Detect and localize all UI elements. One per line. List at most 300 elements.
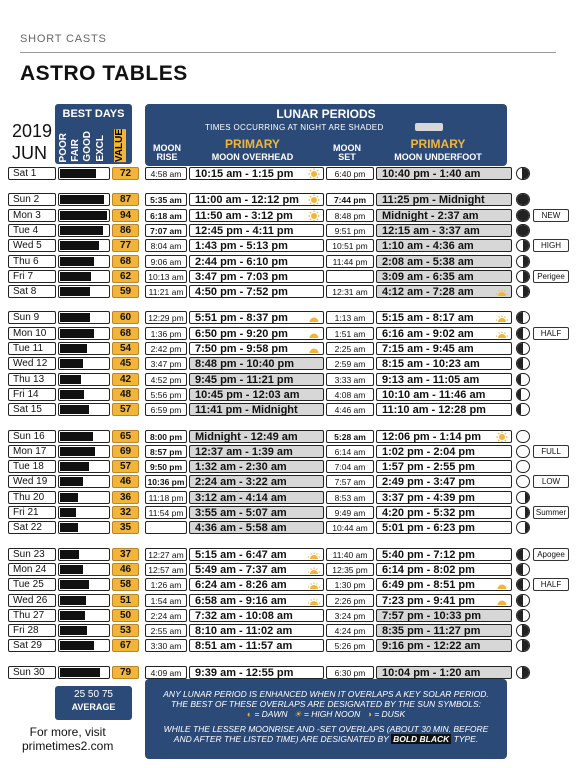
moonset-cell: 9:49 am <box>326 506 374 519</box>
dusk-icon <box>308 312 320 324</box>
overhead-time: 8:10 am - 11:02 am <box>195 625 293 638</box>
legend-bold-black: BOLD BLACK <box>393 734 450 744</box>
phase-label: NEW <box>533 209 569 222</box>
overhead-cell <box>189 563 324 576</box>
day-cell: Tue 11 <box>8 342 56 355</box>
overhead-time: 11:50 am - 3:12 pm <box>195 209 293 222</box>
table-row <box>8 506 568 520</box>
rating-bar-fill <box>60 169 96 178</box>
value-cell: 67 <box>112 639 139 652</box>
value-cell: 68 <box>112 327 139 340</box>
overhead-time: 11:00 am - 12:12 pm <box>195 194 299 207</box>
overhead-time: 10:45 pm - 12:03 am <box>195 388 300 401</box>
rating-bar <box>58 239 110 252</box>
overhead-cell <box>189 639 324 652</box>
dusk-icon <box>496 579 508 591</box>
underfoot-time: 5:15 am - 8:17 am <box>382 312 474 325</box>
moon-phase-icon <box>516 342 530 355</box>
underfoot-cell <box>376 578 512 591</box>
moonset-cell: 4:24 pm <box>326 624 374 637</box>
day-cell: Fri 28 <box>8 624 56 637</box>
rating-bar-fill <box>60 313 90 322</box>
legend-line1: ANY LUNAR PERIOD IS ENHANCED WHEN IT OVERLAPS A KEY SOLAR PERIOD. <box>163 689 489 699</box>
day-cell: Sun 9 <box>8 311 56 324</box>
moon-phase-icon <box>516 403 530 416</box>
moonset-cell: 12:35 pm <box>326 563 374 576</box>
overhead-cell <box>189 594 324 607</box>
rating-bar <box>58 342 110 355</box>
moonset-cell: 3:24 pm <box>326 609 374 622</box>
underfoot-cell <box>376 445 512 458</box>
day-cell: Sun 23 <box>8 548 56 561</box>
overhead-cell <box>189 167 324 180</box>
rating-bar-fill <box>60 359 83 368</box>
value-cell: 57 <box>112 403 139 416</box>
rating-bar-fill <box>60 477 83 486</box>
underfoot-cell <box>376 506 512 519</box>
lunar-title: LUNAR PERIODS <box>276 107 376 121</box>
table-row <box>8 639 568 653</box>
moonset-cell: 7:57 am <box>326 475 374 488</box>
noon-icon <box>308 210 320 222</box>
moon-phase-icon <box>516 209 530 222</box>
moon-phase-icon <box>516 167 530 180</box>
underfoot-time: 12:06 pm - 1:14 pm <box>382 430 482 443</box>
underfoot-cell <box>376 609 512 622</box>
moonset-cell: 3:33 am <box>326 373 374 386</box>
col-underfoot: MOON UNDERFOOT <box>394 152 482 162</box>
moon-phase-icon <box>516 285 530 298</box>
overhead-time: 6:58 am - 9:16 am <box>195 594 287 607</box>
rating-bar-fill <box>60 508 76 517</box>
moonset-cell: 11:44 pm <box>326 255 374 268</box>
rating-bar <box>58 209 110 222</box>
underfoot-cell <box>376 255 512 268</box>
moonrise-cell: 11:21 am <box>145 285 187 298</box>
value-cell: 77 <box>112 239 139 252</box>
overhead-time: 1:32 am - 2:30 am <box>195 461 287 474</box>
moonset-cell: 6:30 pm <box>326 666 374 679</box>
moonset-cell: 5:28 am <box>326 430 374 443</box>
legend-line2: THE BEST OF THESE OVERLAPS ARE DESIGNATED BY THE SUN SYMBOLS: <box>170 699 481 709</box>
moonset-cell: 7:04 am <box>326 460 374 473</box>
day-cell: Tue 4 <box>8 224 56 237</box>
day-cell: Wed 12 <box>8 357 56 370</box>
moonset-cell: 2:26 pm <box>326 594 374 607</box>
underfoot-cell <box>376 285 512 298</box>
moonrise-cell: 1:36 pm <box>145 327 187 340</box>
average-legend <box>55 686 132 720</box>
underfoot-time: 11:25 pm - Midnight <box>382 194 485 207</box>
value-cell: 69 <box>112 445 139 458</box>
rating-bar-fill <box>60 596 86 605</box>
moonset-cell: 2:25 am <box>326 342 374 355</box>
underfoot-cell <box>376 403 512 416</box>
rating-bar-fill <box>60 462 89 471</box>
underfoot-time: 6:14 pm - 8:02 pm <box>382 563 475 576</box>
day-cell: Sun 2 <box>8 193 56 206</box>
rating-bar <box>58 521 110 534</box>
rating-bar <box>58 270 110 283</box>
overhead-cell <box>189 255 324 268</box>
underfoot-cell <box>376 311 512 324</box>
table-row <box>8 270 568 284</box>
value-cell: 79 <box>112 666 139 679</box>
rating-bar <box>58 311 110 324</box>
value-cell: 68 <box>112 255 139 268</box>
col-overhead: MOON OVERHEAD <box>211 152 294 162</box>
rating-bar <box>58 491 110 504</box>
moonset-cell: 10:51 pm <box>326 239 374 252</box>
rating-bar <box>58 460 110 473</box>
overhead-time: 7:50 pm - 9:58 pm <box>195 343 288 355</box>
dawn-icon <box>496 312 508 324</box>
moonset-cell: 6:40 pm <box>326 167 374 180</box>
phase-label: Summer <box>533 506 569 519</box>
moon-phase-icon <box>516 430 530 443</box>
underfoot-cell <box>376 475 512 488</box>
day-cell: Fri 14 <box>8 388 56 401</box>
table-row <box>8 403 568 417</box>
overhead-cell <box>189 388 324 401</box>
legend-line4: WHILE THE LESSER MOONRISE AND -SET OVERLAPS (ABOUT 30 MIN. BEFORE <box>163 724 489 734</box>
col-moonrise: MOON RISE <box>153 143 181 162</box>
rating-bar <box>58 624 110 637</box>
phase-label: Perigee <box>533 270 569 283</box>
underfoot-time: 4:20 pm - 5:32 pm <box>382 507 475 519</box>
moonrise-cell: 6:59 pm <box>145 403 187 416</box>
underfoot-time: Midnight - 2:37 am <box>382 209 479 222</box>
overhead-cell <box>189 270 324 283</box>
table-row <box>8 594 568 608</box>
rating-bar-fill <box>60 241 99 250</box>
moonset-cell: 1:13 am <box>326 311 374 324</box>
table-row <box>8 357 568 371</box>
rating-bar <box>58 388 110 401</box>
rating-bar <box>58 609 110 622</box>
value-cell: 48 <box>112 388 139 401</box>
value-cell: 54 <box>112 342 139 355</box>
overhead-cell <box>189 209 324 222</box>
rating-bar-fill <box>60 626 87 635</box>
overhead-time: 12:37 am - 1:39 am <box>195 445 293 458</box>
underfoot-cell <box>376 327 512 340</box>
overhead-cell <box>189 342 324 355</box>
value-cell: 57 <box>112 460 139 473</box>
moonrise-cell: 1:54 am <box>145 594 187 607</box>
table-row <box>8 167 568 181</box>
table-row <box>8 430 568 444</box>
rating-bar-fill <box>60 405 89 414</box>
moonset-cell: 8:53 am <box>326 491 374 504</box>
rating-bar-fill <box>60 226 103 235</box>
underfoot-time: 7:23 pm - 9:41 pm <box>382 594 475 607</box>
value-cell: 72 <box>112 167 139 180</box>
overhead-cell <box>189 239 324 252</box>
year: 2019 <box>12 121 53 141</box>
rating-bar <box>58 639 110 652</box>
dawn-icon <box>496 286 508 298</box>
day-cell: Sun 16 <box>8 430 56 443</box>
underfoot-time: 3:37 pm - 4:39 pm <box>382 491 475 504</box>
lunar-periods-header <box>145 104 507 166</box>
footer-website-link[interactable]: primetimes2.com <box>22 739 114 753</box>
underfoot-time: 6:49 pm - 8:51 pm <box>382 579 475 592</box>
scale-excl: EXCL <box>95 135 106 162</box>
rating-bar-fill <box>60 550 79 559</box>
overhead-cell <box>189 357 324 370</box>
overhead-cell <box>189 193 324 206</box>
underfoot-cell <box>376 624 512 637</box>
dusk-icon <box>308 343 320 355</box>
footer-line1: For more, visit <box>29 725 106 739</box>
dawn-icon <box>308 564 320 576</box>
value-cell: 94 <box>112 209 139 222</box>
moonrise-cell: 5:35 am <box>145 193 187 206</box>
rating-bar <box>58 327 110 340</box>
overhead-time: Midnight - 12:49 am <box>195 430 298 443</box>
rating-bar-fill <box>60 287 90 296</box>
overhead-cell <box>189 624 324 637</box>
overhead-cell <box>189 285 324 298</box>
moon-phase-icon <box>516 506 530 519</box>
moonrise-cell: 3:30 am <box>145 639 187 652</box>
moonset-cell: 6:14 am <box>326 445 374 458</box>
overhead-time: 3:55 am - 5:07 am <box>195 507 287 519</box>
rating-bar-fill <box>60 272 91 281</box>
moon-phase-icon <box>516 224 530 237</box>
underfoot-time: 9:16 pm - 12:22 am <box>382 640 481 653</box>
moon-phase-icon <box>516 578 530 591</box>
rating-bar-fill <box>60 668 100 677</box>
value-cell: 86 <box>112 224 139 237</box>
underfoot-cell <box>376 193 512 206</box>
underfoot-time: 1:57 pm - 2:55 pm <box>382 461 475 474</box>
day-cell: Fri 7 <box>8 270 56 283</box>
overhead-time: 7:32 am - 10:08 am <box>195 609 293 622</box>
overhead-time: 3:12 am - 4:14 am <box>195 491 287 504</box>
phase-label: HALF <box>533 578 569 591</box>
overhead-time: 2:24 am - 3:22 am <box>195 476 287 489</box>
rating-bar <box>58 403 110 416</box>
night-shade-swatch <box>415 123 443 131</box>
overhead-cell <box>189 430 324 443</box>
underfoot-cell <box>376 224 512 237</box>
overhead-cell <box>189 548 324 561</box>
noon-icon <box>308 194 320 206</box>
moonset-cell: 10:44 am <box>326 521 374 534</box>
underfoot-time: 9:13 am - 11:05 am <box>382 373 480 386</box>
table-row <box>8 255 568 269</box>
moon-phase-icon <box>516 639 530 652</box>
moon-phase-icon <box>516 624 530 637</box>
value-cell: 60 <box>112 311 139 324</box>
rating-bar <box>58 445 110 458</box>
moonrise-cell: 12:57 am <box>145 563 187 576</box>
underfoot-cell <box>376 239 512 252</box>
moon-phase-icon <box>516 548 530 561</box>
moonset-cell: 1:30 pm <box>326 578 374 591</box>
rating-bar-fill <box>60 257 94 266</box>
underfoot-time: 7:57 pm - 10:33 pm <box>382 609 482 622</box>
moonrise-cell: 12:29 pm <box>145 311 187 324</box>
table-row <box>8 563 568 577</box>
noon-icon <box>496 431 508 443</box>
legend-line5a: AND AFTER THE LISTED TIME) ARE DESIGNATED BY <box>173 734 389 744</box>
rating-bar <box>58 357 110 370</box>
noon-icon: ☀ <box>293 709 302 719</box>
average-scale: 25 50 75 <box>74 689 113 700</box>
underfoot-time: 12:15 am - 3:37 am <box>382 224 480 237</box>
table-row <box>8 445 568 459</box>
underfoot-time: 1:10 am - 4:36 am <box>382 240 474 253</box>
day-cell: Sun 30 <box>8 666 56 679</box>
average-label: AVERAGE <box>71 702 116 712</box>
day-cell: Sat 8 <box>8 285 56 298</box>
moon-phase-icon <box>516 270 530 283</box>
table-row <box>8 311 568 325</box>
dawn-icon <box>308 549 320 561</box>
overhead-cell <box>189 460 324 473</box>
dawn-icon <box>308 579 320 591</box>
underfoot-time: 7:15 am - 9:45 am <box>382 343 474 355</box>
moon-phase-icon <box>516 239 530 252</box>
moonrise-cell <box>145 521 187 534</box>
table-row <box>8 521 568 535</box>
moonrise-cell: 7:07 am <box>145 224 187 237</box>
legend-noon: = HIGH NOON <box>303 709 361 719</box>
overhead-cell <box>189 224 324 237</box>
moon-phase-icon <box>516 609 530 622</box>
underfoot-time: 3:09 am - 6:35 am <box>382 270 474 283</box>
rating-bar <box>58 666 110 679</box>
moonset-cell: 12:31 am <box>326 285 374 298</box>
day-cell: Sat 29 <box>8 639 56 652</box>
dusk-icon: ◑ <box>366 709 372 719</box>
overhead-time: 6:50 pm - 9:20 pm <box>195 327 288 340</box>
moonset-cell: 2:59 am <box>326 357 374 370</box>
moonrise-cell: 3:47 pm <box>145 357 187 370</box>
rating-bar <box>58 193 110 206</box>
rating-bar-fill <box>60 432 93 441</box>
rating-bar-fill <box>60 390 84 399</box>
overhead-time: 10:15 am - 1:15 pm <box>195 168 294 180</box>
legend-dawn: = DAWN <box>254 709 288 719</box>
kicker: SHORT CASTS <box>20 33 107 45</box>
overhead-cell <box>189 311 324 324</box>
moonrise-cell: 5:56 pm <box>145 388 187 401</box>
moon-phase-icon <box>516 193 530 206</box>
moon-phase-icon <box>516 563 530 576</box>
table-row <box>8 666 568 680</box>
rating-bar-fill <box>60 493 78 502</box>
legend-dusk: = DUSK <box>374 709 406 719</box>
underfoot-time: 8:35 pm - 11:27 pm <box>382 625 481 638</box>
day-cell: Tue 25 <box>8 578 56 591</box>
moonrise-cell: 4:09 am <box>145 666 187 679</box>
moonrise-cell: 8:04 am <box>145 239 187 252</box>
rating-bar-fill <box>60 641 94 650</box>
overhead-time: 6:24 am - 8:26 am <box>195 579 287 592</box>
value-cell: 42 <box>112 373 139 386</box>
day-cell: Thu 13 <box>8 373 56 386</box>
underfoot-cell <box>376 491 512 504</box>
underfoot-time: 1:02 pm - 2:04 pm <box>382 445 475 458</box>
rating-bar <box>58 285 110 298</box>
underfoot-cell <box>376 666 512 679</box>
best-days-header <box>55 104 132 164</box>
underfoot-cell <box>376 342 512 355</box>
overhead-time: 2:44 pm - 6:10 pm <box>195 255 288 268</box>
rating-bar-fill <box>60 344 87 353</box>
underfoot-cell <box>376 388 512 401</box>
rating-bar <box>58 578 110 591</box>
rating-bar <box>58 224 110 237</box>
moonrise-cell: 4:58 am <box>145 167 187 180</box>
moonrise-cell: 8:57 pm <box>145 445 187 458</box>
moon-phase-icon <box>516 491 530 504</box>
rating-bar <box>58 548 110 561</box>
rating-bar <box>58 506 110 519</box>
moonrise-cell: 9:06 am <box>145 255 187 268</box>
overhead-cell <box>189 373 324 386</box>
legend-line5 <box>145 734 507 744</box>
overhead-cell <box>189 609 324 622</box>
table-row <box>8 388 568 402</box>
overhead-time: 9:45 pm - 11:21 pm <box>195 373 294 386</box>
overhead-time: 8:51 am - 11:57 am <box>195 640 293 653</box>
overhead-time: 8:48 pm - 10:40 pm <box>195 358 295 371</box>
overhead-time: 4:50 pm - 7:52 pm <box>195 286 288 299</box>
rating-bar-fill <box>60 580 89 589</box>
day-cell: Mon 10 <box>8 327 56 340</box>
moonrise-cell: 2:42 pm <box>145 342 187 355</box>
moonrise-cell: 2:55 am <box>145 624 187 637</box>
overhead-time: 5:49 am - 7:37 am <box>195 563 287 576</box>
col-primary-under: PRIMARY <box>410 137 466 151</box>
overhead-cell <box>189 506 324 519</box>
value-cell: 37 <box>112 548 139 561</box>
moon-phase-icon <box>516 521 530 534</box>
moonset-cell: 9:51 pm <box>326 224 374 237</box>
value-cell: 32 <box>112 506 139 519</box>
phase-label: FULL <box>533 445 569 458</box>
table-row <box>8 327 568 341</box>
day-cell: Mon 24 <box>8 563 56 576</box>
page-title: ASTRO TABLES <box>20 62 188 85</box>
day-cell: Sat 15 <box>8 403 56 416</box>
overhead-time: 4:36 am - 5:58 am <box>195 522 287 535</box>
moonrise-cell: 1:26 am <box>145 578 187 591</box>
dusk-icon <box>496 595 508 607</box>
table-row <box>8 624 568 638</box>
overhead-cell <box>189 491 324 504</box>
value-cell: 35 <box>112 521 139 534</box>
best-days-label: BEST DAYS <box>62 108 125 120</box>
noon-icon <box>308 168 320 180</box>
underfoot-time: 10:04 pm - 1:20 am <box>382 666 481 679</box>
rating-bar-fill <box>60 565 83 574</box>
moonset-cell: 8:48 pm <box>326 209 374 222</box>
dawn-icon <box>496 328 508 340</box>
underfoot-time: 6:16 am - 9:02 am <box>382 327 474 340</box>
value-label: VALUE <box>114 128 125 162</box>
day-cell: Sat 22 <box>8 521 56 534</box>
rating-bar-fill <box>60 523 78 532</box>
phase-label: LOW <box>533 475 569 488</box>
value-cell: 46 <box>112 475 139 488</box>
lunar-subtitle: TIMES OCCURRING AT NIGHT ARE SHADED <box>205 123 384 132</box>
